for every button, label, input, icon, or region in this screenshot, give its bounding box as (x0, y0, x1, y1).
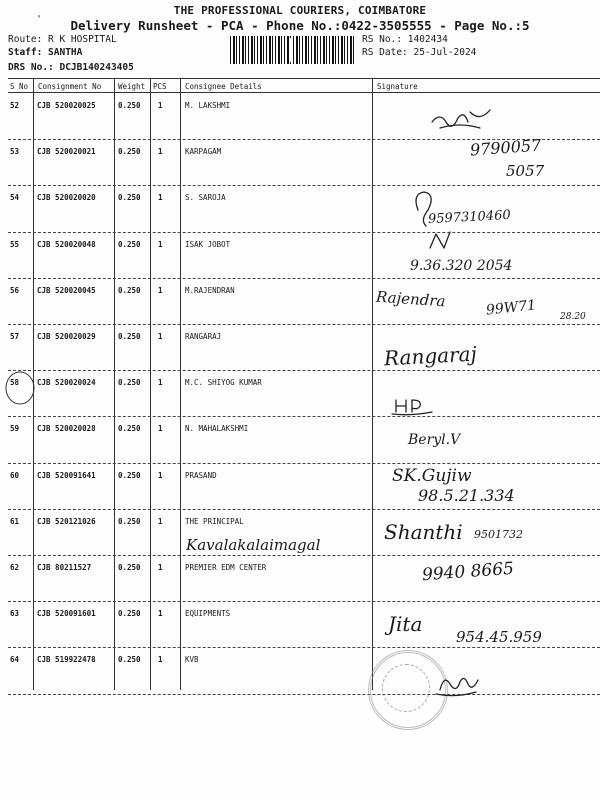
row-weight: 0.250 (118, 424, 141, 434)
row-weight: 0.250 (118, 609, 141, 619)
row-consignment-no: CJB 520091601 (37, 609, 96, 619)
hand-56-phone: 99W71 (485, 297, 537, 319)
row-pcs: 1 (158, 563, 163, 572)
row-pcs: 1 (158, 101, 163, 110)
rs-date: RS Date: 25-Jul-2024 (362, 47, 477, 58)
row-consignee: ISAK JOBOT (185, 239, 231, 249)
row-weight: 0.250 (118, 378, 141, 388)
hand-56-name: Rajendra (375, 287, 447, 311)
row-pcs: 1 (158, 470, 163, 480)
row-weight: 0.250 (118, 655, 141, 665)
row-consignee: EQUIPMENTS (185, 609, 231, 619)
col-header-signature: Signature (377, 82, 418, 91)
hand-62-phone: 9940 8665 (421, 558, 515, 586)
hand-61-name: Shanthi (384, 520, 463, 544)
hand-55-phone: 9.36.320 2054 (410, 258, 513, 274)
hand-57-name: Rangaraj (383, 341, 478, 371)
row-consignee: M.C. SHIYOG KUMAR (185, 378, 262, 388)
row-pcs: 1 (158, 332, 163, 341)
row-pcs: 1 (158, 285, 163, 295)
row-consignment-no: CJB 520020025 (37, 101, 96, 110)
row-sno: 55 (10, 239, 20, 249)
row-weight: 0.250 (118, 332, 141, 341)
row-weight: 0.250 (118, 193, 141, 203)
row-consignee: KVB (185, 655, 199, 665)
row-consignee: M.RAJENDRAN (185, 285, 235, 295)
row-divider (8, 694, 600, 695)
runsheet-title: Delivery Runsheet - PCA - Phone No.:0422-3505555 - Page No.:5 (70, 18, 530, 33)
row-consignment-no: CJB 520020028 (37, 424, 96, 434)
row-consignee: KARPAGAM (185, 147, 222, 157)
row-pcs: 1 (158, 516, 163, 526)
col-header-weight: Weight (118, 82, 146, 91)
row-weight: 0.250 (118, 239, 141, 249)
row-weight: 0.250 (118, 470, 141, 480)
route-label: Route: R K HOSPITAL (8, 34, 117, 45)
row-weight: 0.250 (118, 516, 141, 526)
drs-number: DRS No.: DCJB140243405 (8, 62, 134, 73)
delivery-stamp-inner (382, 664, 430, 712)
hand-53-extra: 5057 (506, 162, 545, 180)
row-sno: 63 (10, 609, 20, 619)
row-consignment-no: CJB 80211527 (37, 563, 92, 572)
row-consignment-no: CJB 520091641 (37, 470, 96, 480)
row-sno: 54 (10, 193, 20, 203)
table-row (8, 648, 600, 694)
row-consignment-no: CJB 520020045 (37, 285, 96, 295)
row-consignee: N. MAHALAKSHMI (185, 424, 249, 434)
row-consignee: PREMIER EDM CENTER (185, 563, 267, 572)
table-row (8, 417, 600, 463)
row-consignment-no: CJB 520020021 (37, 147, 96, 157)
row-consignee: RANGARAJ (185, 332, 222, 341)
hand-56-time: 28.20 (560, 312, 586, 322)
hand-61-consignee: Kavalakalaimagal (186, 536, 321, 554)
hand-60-name: SK.Gujiw (392, 466, 472, 486)
col-header-consignee: Consignee Details (185, 82, 262, 91)
row-sno: 61 (10, 516, 20, 526)
row-consignment-no: CJB 520020029 (37, 332, 96, 341)
row-consignee: PRASAND (185, 470, 217, 480)
row-weight: 0.250 (118, 147, 141, 157)
row-consignment-no: CJB 520121026 (37, 516, 96, 526)
tick-mark: ' (36, 14, 43, 25)
row-consignee: S. SAROJA (185, 193, 226, 203)
row-pcs: 1 (158, 655, 163, 665)
table-header-border (8, 92, 600, 93)
row-consignment-no: CJB 520020048 (37, 239, 96, 249)
table-row (8, 94, 600, 140)
table-top-border (8, 78, 600, 79)
row-sno: 64 (10, 655, 20, 665)
staff-label: Staff: SANTHA (8, 47, 83, 58)
row-pcs: 1 (158, 609, 163, 619)
col-header-pcs: PCS (153, 82, 167, 91)
row-sno: 57 (10, 332, 20, 341)
row-sno: 53 (10, 147, 20, 157)
row-pcs: 1 (158, 424, 163, 434)
hand-59-name: Beryl.V (408, 432, 461, 448)
rs-number: RS No.: 1402434 (362, 34, 448, 45)
hand-54-phone: 9597310460 (427, 207, 512, 228)
row-sno: 62 (10, 563, 20, 572)
row-sno: 52 (10, 101, 20, 110)
col-header-consignment: Consignment No (38, 82, 102, 91)
row-sno: 60 (10, 470, 20, 480)
row-weight: 0.250 (118, 563, 141, 572)
hand-63-phone: 954.45.959 (456, 628, 542, 646)
table-row (8, 186, 600, 232)
row-weight: 0.250 (118, 285, 141, 295)
hand-63-name: Jita (388, 612, 423, 636)
table-row (8, 371, 600, 417)
table-row (8, 325, 600, 371)
row-consignment-no: CJB 520020024 (37, 378, 96, 388)
hand-61-phone: 9501732 (474, 528, 523, 541)
row-weight: 0.250 (118, 101, 141, 110)
row-sno: 59 (10, 424, 20, 434)
row-pcs: 1 (158, 193, 163, 203)
row-consignment-no: CJB 519922478 (37, 655, 96, 665)
row-sno: 56 (10, 285, 20, 295)
row-pcs: 1 (158, 239, 163, 249)
row-consignment-no: CJB 520020020 (37, 193, 96, 203)
row-consignee: THE PRINCIPAL (185, 516, 244, 526)
barcode-gap (289, 38, 293, 62)
row-consignee: M. LAKSHMI (185, 101, 231, 110)
company-title: THE PROFESSIONAL COURIERS, COIMBATORE (173, 4, 427, 17)
row-pcs: 1 (158, 378, 163, 388)
row-sno: 58 (10, 378, 20, 388)
row-pcs: 1 (158, 147, 163, 157)
hand-60-phone: 98.5.21.334 (418, 486, 515, 505)
col-header-sno: S No (10, 82, 29, 91)
hand-53-phone: 9790057 (469, 135, 542, 160)
